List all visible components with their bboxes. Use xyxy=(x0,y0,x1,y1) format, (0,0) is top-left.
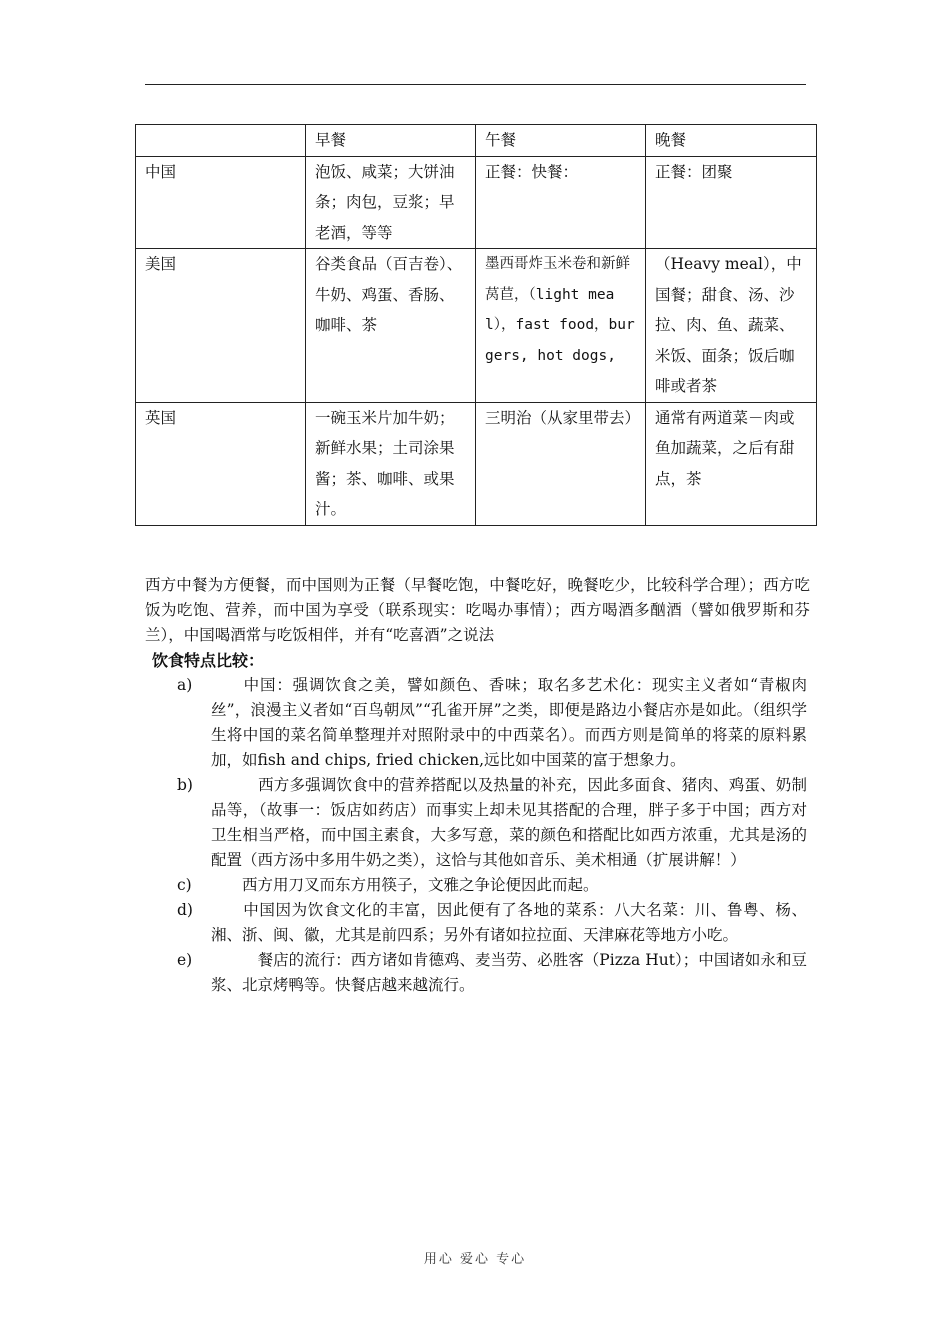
feature-list xyxy=(0,673,950,998)
list-marker: d) xyxy=(177,901,193,919)
table-row xyxy=(136,156,817,249)
list-item xyxy=(0,948,950,998)
list-item xyxy=(0,873,950,898)
list-item-text: 中国因为饮食文化的丰富，因此便有了各地的菜系：八大名菜：川、鲁粤、杨、湘、浙、闽、徽，尤其是前四系；另外有诸如拉拉面、天津麻花等地方小吃。 xyxy=(211,901,807,944)
header-rule xyxy=(145,84,806,85)
meal-comparison-table xyxy=(135,124,817,526)
dinner-cell: （Heavy meal），中国餐；甜食、汤、沙拉、肉、鱼、蔬菜、米饭、面条；饭后咖啡或者茶 xyxy=(646,249,817,403)
breakfast-cell: 泡饭、咸菜；大饼油条；肉包，豆浆；早老酒，等等 xyxy=(306,156,476,249)
country-cell: 美国 xyxy=(136,249,306,403)
list-item-text: 西方用刀叉而东方用筷子，文雅之争论便因此而起。 xyxy=(211,876,599,894)
breakfast-cell: 谷类食品（百吉卷）、牛奶、鸡蛋、香肠、咖啡、茶 xyxy=(306,249,476,403)
list-marker: a) xyxy=(177,676,193,694)
table-row xyxy=(136,249,817,403)
list-item-text: 中国：强调饮食之美，譬如颜色、香味；取名多艺术化：现实主义者如“青椒肉丝”，浪漫主义者如“百鸟朝凤”“孔雀开屏”之类，即便是路边小餐店亦是如此。（组织学生将中国的菜名简单整理并对照附录中的中西菜名）。而西方则是简单的将菜的原料累加，如fish and chips, fried chicken,远比如中国菜的富于想象力。 xyxy=(211,676,807,769)
table-header-row xyxy=(136,125,817,157)
dinner-cell: 通常有两道菜－肉或鱼加蔬菜，之后有甜点，茶 xyxy=(646,402,817,525)
table-row xyxy=(136,402,817,525)
lunch-cell: 正餐：快餐： xyxy=(476,156,646,249)
list-item xyxy=(0,673,950,773)
country-cell: 英国 xyxy=(136,402,306,525)
header-cell-empty xyxy=(136,125,306,157)
list-item-text: 餐店的流行：西方诸如肯德鸡、麦当劳、必胜客（Pizza Hut）；中国诸如永和豆浆、北京烤鸭等。快餐店越来越流行。 xyxy=(211,951,807,994)
header-cell-breakfast: 早餐 xyxy=(306,125,476,157)
list-item-text: 西方多强调饮食中的营养搭配以及热量的补充，因此多面食、猪肉、鸡蛋、奶制品等，（故事一：饭店如药店）而事实上却未见其搭配的合理，胖子多于中国；西方对卫生相当严格，而中国主素食，大多写意，菜的颜色和搭配比如西方浓重，尤其是汤的配置（西方汤中多用牛奶之类），这恰与其他如音乐、美术相通（扩展讲解！） xyxy=(211,776,807,869)
list-marker: e) xyxy=(177,951,193,969)
lunch-cell: 三明治（从家里带去） xyxy=(476,402,646,525)
comparison-paragraph: 西方中餐为方便餐，而中国则为正餐（早餐吃饱，中餐吃好，晚餐吃少，比较科学合理）；西方吃饭为吃饱、营养，而中国为享受（联系现实：吃喝办事情）；西方喝酒多酗酒（譬如俄罗斯和芬兰），中国喝酒常与吃饭相伴，并有“吃喜酒”之说法 xyxy=(145,576,810,644)
header-cell-lunch: 午餐 xyxy=(476,125,646,157)
dinner-cell: 正餐：团聚 xyxy=(646,156,817,249)
lunch-cell: 墨西哥炸玉米卷和新鲜莴苣，（light meal），fast food，burgers, hot dogs, xyxy=(476,249,646,403)
breakfast-cell: 一碗玉米片加牛奶；新鲜水果；土司涂果酱；茶、咖啡、或果汁。 xyxy=(306,402,476,525)
list-marker: c) xyxy=(177,876,192,894)
list-item xyxy=(0,898,950,948)
header-cell-dinner: 晚餐 xyxy=(646,125,817,157)
section-heading: 饮食特点比较： xyxy=(152,651,265,670)
page-footer: 用心 爱心 专心 xyxy=(423,1252,527,1267)
list-item xyxy=(0,773,950,873)
list-marker: b) xyxy=(177,776,193,794)
country-cell: 中国 xyxy=(136,156,306,249)
